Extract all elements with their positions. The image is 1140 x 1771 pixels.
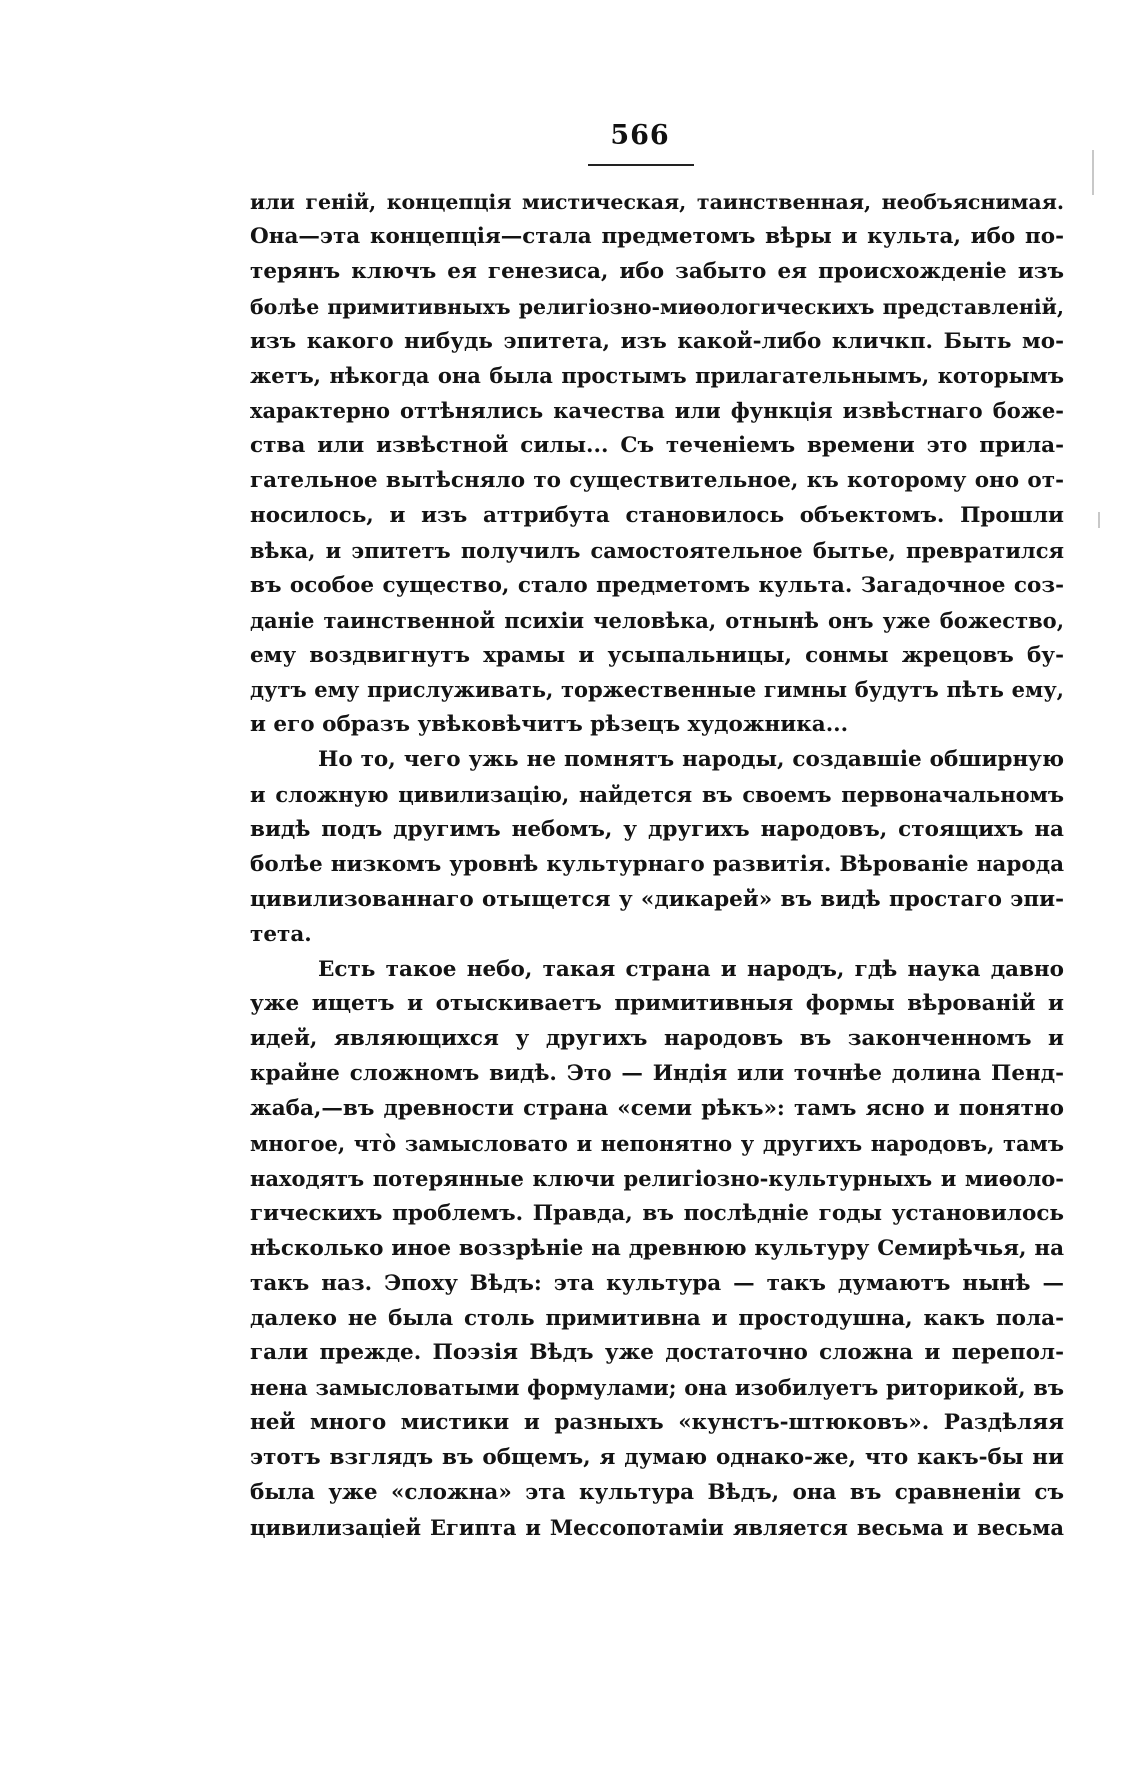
text-line: крайне сложномъ видѣ. Это — Индія или точнѣе долина Пенд- xyxy=(250,1061,1064,1087)
text-line: видѣ подъ другимъ небомъ, у другихъ народовъ, стоящихъ на xyxy=(250,817,1064,843)
text-line: такъ наз. Эпоху Вѣдъ: эта культура — такъ думаютъ нынѣ — xyxy=(250,1270,1064,1296)
text-line: характерно оттѣнялись качества или функція извѣстнаго боже- xyxy=(250,398,1064,424)
text-line: цивилизаціей Египта и Мессопотаміи является весьма и весьма xyxy=(250,1514,1064,1540)
text-line: нена замысловатыми формулами; она изобилуетъ риторикой, въ xyxy=(250,1375,1064,1401)
text-line: далеко не была столь примитивна и простодушна, какъ пола- xyxy=(250,1305,1064,1331)
text-line: гали прежде. Поэзія Вѣдъ уже достаточно сложна и перепол- xyxy=(250,1340,1064,1366)
text-line: ства или извѣстной силы... Съ теченіемъ времени это прила- xyxy=(250,433,1064,459)
text-line: гическихъ проблемъ. Правда, въ послѣдніе годы установилось xyxy=(250,1200,1064,1226)
text-line: этотъ взглядъ въ общемъ, я думаю однако-же, что какъ-бы ни xyxy=(250,1445,1064,1471)
text-line: Есть такое небо, такая страна и народъ, гдѣ наука давно xyxy=(318,956,1064,982)
text-line: и сложную цивилизацію, найдется въ своемъ первоначальномъ xyxy=(250,782,1064,808)
text-line: ней много мистики и разныхъ «кунстъ-штюковъ». Раздѣляя xyxy=(250,1410,1064,1436)
text-line: даніе таинственной психіи человѣка, отнынѣ онъ уже божество, xyxy=(250,607,1064,633)
text-line: ему воздвигнутъ храмы и усыпальницы, сонмы жрецовъ бу- xyxy=(250,642,1064,668)
text-line: цивилизованнаго отыщется у «дикарей» въ видѣ простаго эпи- xyxy=(250,886,1064,912)
page-number: 566 xyxy=(610,120,670,151)
text-line: въ особое существо, стало предметомъ культа. Загадочное соз- xyxy=(250,572,1064,598)
text-line: или геній, концепція мистическая, таинственная, необъяснимая. xyxy=(250,190,1064,214)
text-line: многое, что̀ замысловато и непонятно у другихъ народовъ, тамъ xyxy=(250,1131,1064,1157)
text-line: идей, являющихся у другихъ народовъ въ законченномъ и xyxy=(250,1026,1064,1052)
text-line: Но то, чего ужь не помнятъ народы, создавшіе обширную xyxy=(318,747,1064,773)
text-line: нѣсколько иное воззрѣніе на древнюю культуру Семирѣчья, на xyxy=(250,1235,1064,1261)
text-line: гательное вытѣсняло то существительное, къ которому оно от- xyxy=(250,468,1064,494)
text-line: болѣе примитивныхъ религіозно-миѳологическихъ представленій, xyxy=(250,294,1064,319)
page-number-rule xyxy=(588,164,694,166)
text-line: находятъ потерянные ключи религіозно-культурныхъ и миѳоло- xyxy=(250,1165,1064,1191)
text-line: и его образъ увѣковѣчитъ рѣзецъ художника... xyxy=(250,712,849,738)
body-text xyxy=(250,185,1064,1546)
margin-mark xyxy=(1092,150,1094,195)
text-line: жаба,—въ древности страна «семи рѣкъ»: тамъ ясно и понятно xyxy=(250,1096,1064,1122)
text-line: вѣка, и эпитетъ получилъ самостоятельное бытье, превратился xyxy=(250,537,1064,563)
text-line: жетъ, нѣкогда она была простымъ прилагательнымъ, которымъ xyxy=(250,363,1064,389)
text-line: Она—эта концепція—стала предметомъ вѣры и культа, ибо по- xyxy=(250,223,1064,249)
text-line: дутъ ему прислуживать, торжественные гимны будутъ пѣть ему, xyxy=(250,677,1064,703)
text-line: болѣе низкомъ уровнѣ культурнаго развитія. Вѣрованіе народа xyxy=(250,851,1064,877)
text-line: носилось, и изъ аттрибута становилось объектомъ. Прошли xyxy=(250,503,1064,529)
text-line: уже ищетъ и отыскиваетъ примитивныя формы вѣрованій и xyxy=(250,991,1064,1017)
text-line: изъ какого нибудь эпитета, изъ какой-либо кличкп. Быть мо- xyxy=(250,328,1064,354)
text-line: тета. xyxy=(250,921,312,947)
margin-mark xyxy=(1098,512,1100,528)
text-line: была уже «сложна» эта культура Вѣдъ, она въ сравненіи съ xyxy=(250,1479,1064,1505)
text-line: терянъ ключъ ея генезиса, ибо забыто ея происхожденіе изъ xyxy=(250,258,1064,284)
